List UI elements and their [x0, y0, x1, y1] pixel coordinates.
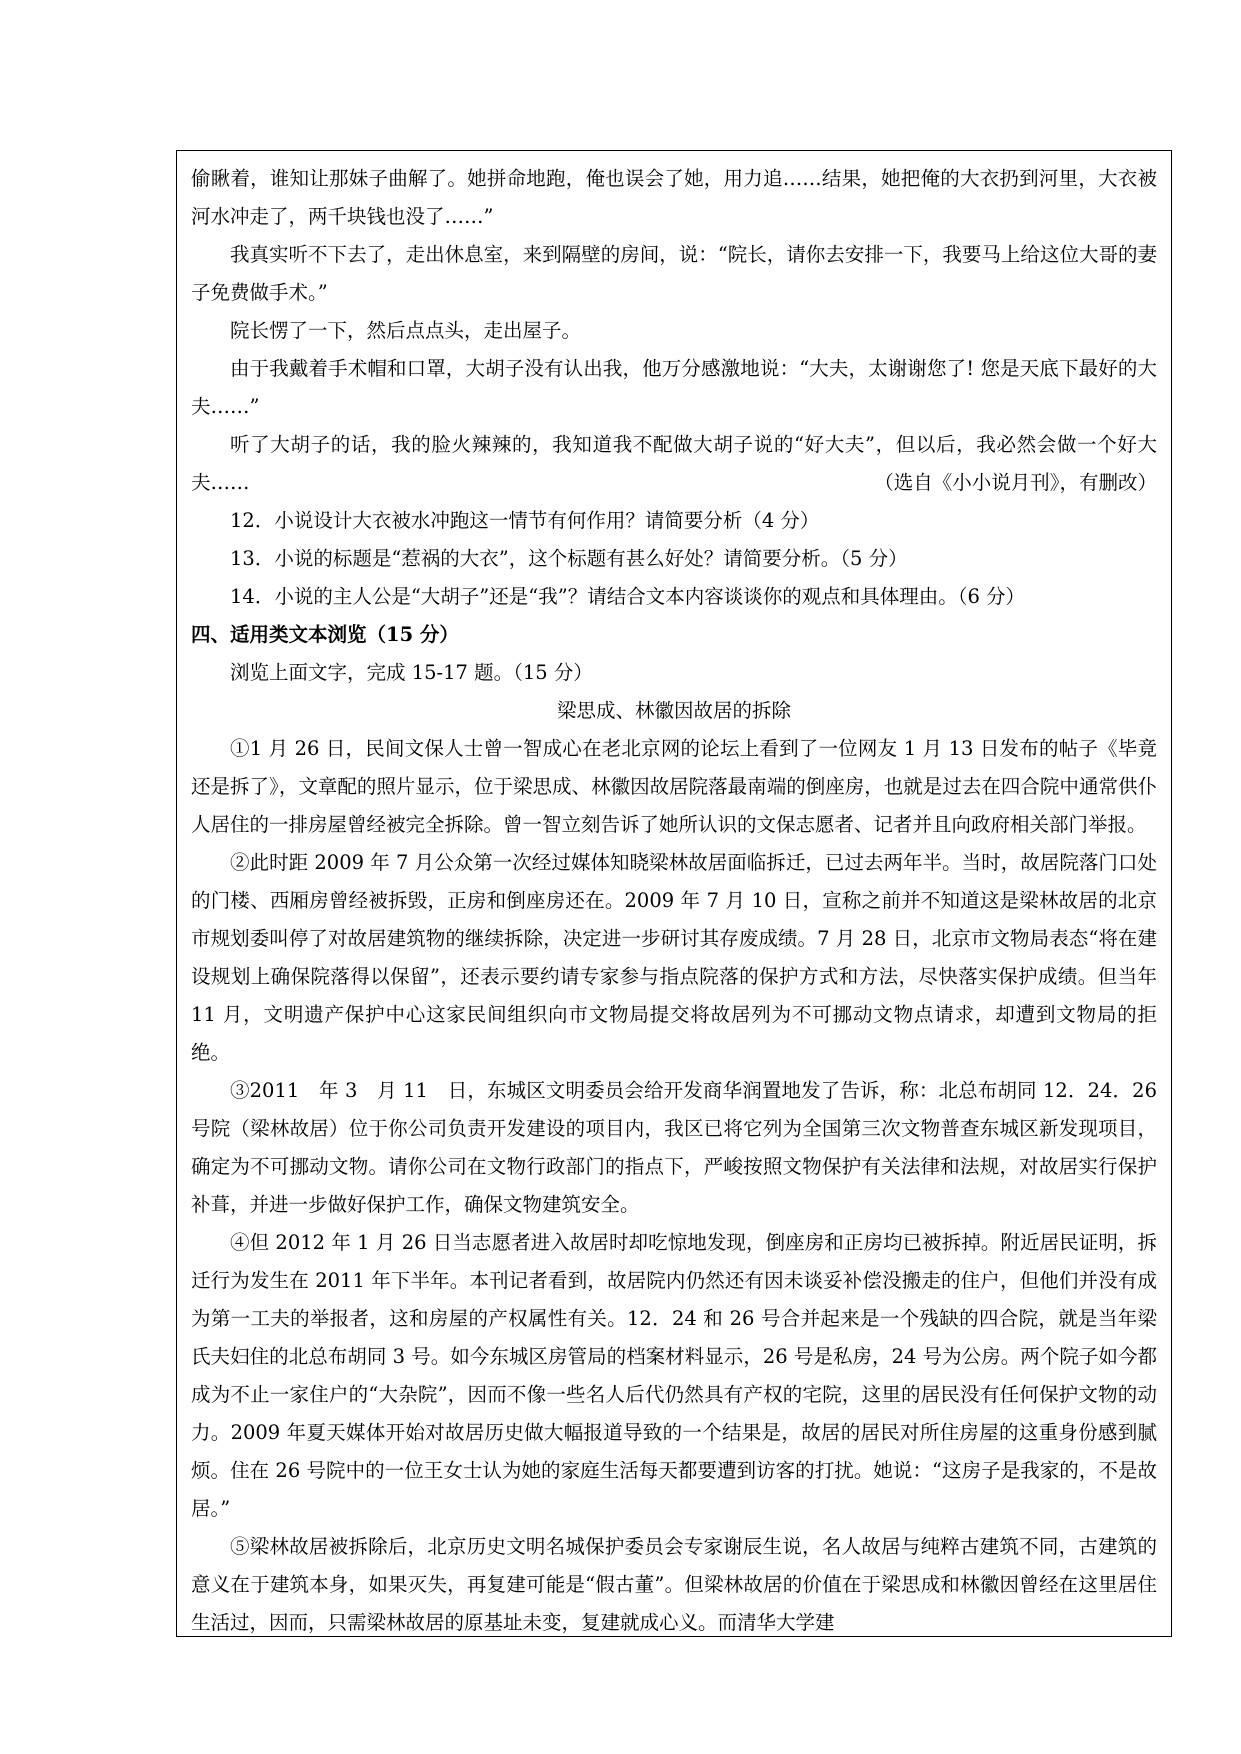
story-source: （选自《小小说月刊》，有删改） [874, 471, 1157, 494]
story-paragraph: 我真实听不下去了，走出休息室，来到隔壁的房间，说：“院长，请你去安排一下，我要马上给这位大哥的妻子免费做手术。” [191, 243, 1157, 304]
article-paragraph-4: ④但 2012 年 1 月 26 日当志愿者进入故居时却吃惊地发现，倒座房和正房均已被拆掉。附近居民证明，拆迁行为发生在 2011 年下半年。本刊记者看到，故居院内仍然还有因未谈妥补偿没搬走的住户，但他们并没有成为第一工夫的举报者，这和房屋的产权属性有关。12．24 和 26 号合并起来是一个残缺的四合院，就是当年梁氏夫妇住的北总布胡同 3 号。如今东城区房管局的档案材料显示，26 号是私房，24 号为公房。两个院子如今都成为不止一家住户的“大杂院”，因而不像一些名人后代仍然具有产权的宅院，这里的居民没有任何保护文物的动力。2009 年夏天媒体开始对故居历史做大幅报道导致的一个结果是，故居的居民对所住房屋的这重身份感到腻烦。住在 26 号院中的一位王女士认为她的家庭生活每天都要遭到访客的打扰。她说：“这房子是我家的，不是故居。” [191, 1231, 1157, 1520]
article-title: 梁思成、林徽因故居的拆除 [556, 699, 791, 722]
section-heading: 四、适用类文本浏览（15 分） [191, 623, 459, 646]
story-paragraph-last [191, 426, 1157, 502]
story-paragraph: 由于我戴着手术帽和口罩，大胡子没有认出我，他万分感激地说：“大夫，太谢谢您了! 您是天底下最好的大夫……” [191, 357, 1157, 418]
document-body [191, 160, 1157, 1642]
section-instruction: 浏览上面文字，完成 15-17 题。（15 分） [230, 661, 593, 684]
article-paragraph-2: ②此时距 2009 年 7 月公众第一次经过媒体知晓梁林故居面临拆迁，已过去两年半。当时，故居院落门口处的门楼、西厢房曾经被拆毁，正房和倒座房还在。2009 年 7 月 10 日，宣称之前并不知道这是梁林故居的北京市规划委叫停了对故居建筑物的继续拆除，决定进一步研讨其存废成绩。7 月 28 日，北京市文物局表态“将在建设规划上确保院落得以保留”，还表示要约请专家参与指点院落的保护方式和方法，尽快落实保护成绩。但当年 11 月，文明遗产保护中心这家民间组织向市文物局提交将故居列为不可挪动文物点请求，却遭到文物局的拒绝。 [191, 851, 1157, 1064]
article-paragraph-5: ⑤梁林故居被拆除后，北京历史文明名城保护委员会专家谢辰生说，名人故居与纯粹古建筑不同，古建筑的意义在于建筑本身，如果灭失，再复建可能是“假古董”。但梁林故居的价值在于梁思成和林徽因曾经在这里居住生活过，因而，只需梁林故居的原基址未变，复建就成心义。而清华大学建 [191, 1535, 1157, 1634]
article-paragraph-1: ①1 月 26 日，民间文保人士曾一智成心在老北京网的论坛上看到了一位网友 1 月 13 日发布的帖子《毕竟还是拆了》，文章配的照片显示，位于梁思成、林徽因故居院落最南端的倒座房，也就是过去在四合院中通常供仆人居住的一排房屋曾经被完全拆除。曾一智立刻告诉了她所认识的文保志愿者、记者并且向政府相关部门举报。 [191, 737, 1157, 836]
question-14: 14．小说的主人公是“大胡子”还是“我”？请结合文本内容谈谈你的观点和具体理由。（6 分） [230, 585, 1026, 608]
article-paragraph-3: ③2011 年 3 月 11 日，东城区文明委员会给开发商华润置地发了告诉，称：北总布胡同 12．24．26 号院（梁林故居）位于你公司负责开发建设的项目内，我区已将它列为全国第三次文物普查东城区新发现项目，确定为不可挪动文物。请你公司在文物行政部门的指点下，严峻按照文物保护有关法律和法规，对故居实行保护补葺，并进一步做好保护工作，确保文物建筑安全。 [191, 1079, 1157, 1216]
story-text: 听了大胡子的话，我的脸火辣辣的，我知道我不配做大胡子说的“好大夫”，但以后，我必然会做一个好大夫…… [191, 433, 1157, 494]
story-paragraph: 偷瞅着，谁知让那妹子曲解了。她拼命地跑，俺也误会了她，用力追……结果，她把俺的大衣扔到河里，大衣被河水冲走了，两千块钱也没了……” [191, 167, 1157, 228]
story-paragraph: 院长愣了一下，然后点点头，走出屋子。 [230, 319, 582, 342]
question-13: 13．小说的标题是“惹祸的大衣”，这个标题有甚么好处？请简要分析。（5 分） [230, 547, 908, 570]
content-frame [176, 150, 1172, 1637]
question-12: 12．小说设计大衣被水冲跑这一情节有何作用？请简要分析（4 分） [230, 509, 820, 532]
